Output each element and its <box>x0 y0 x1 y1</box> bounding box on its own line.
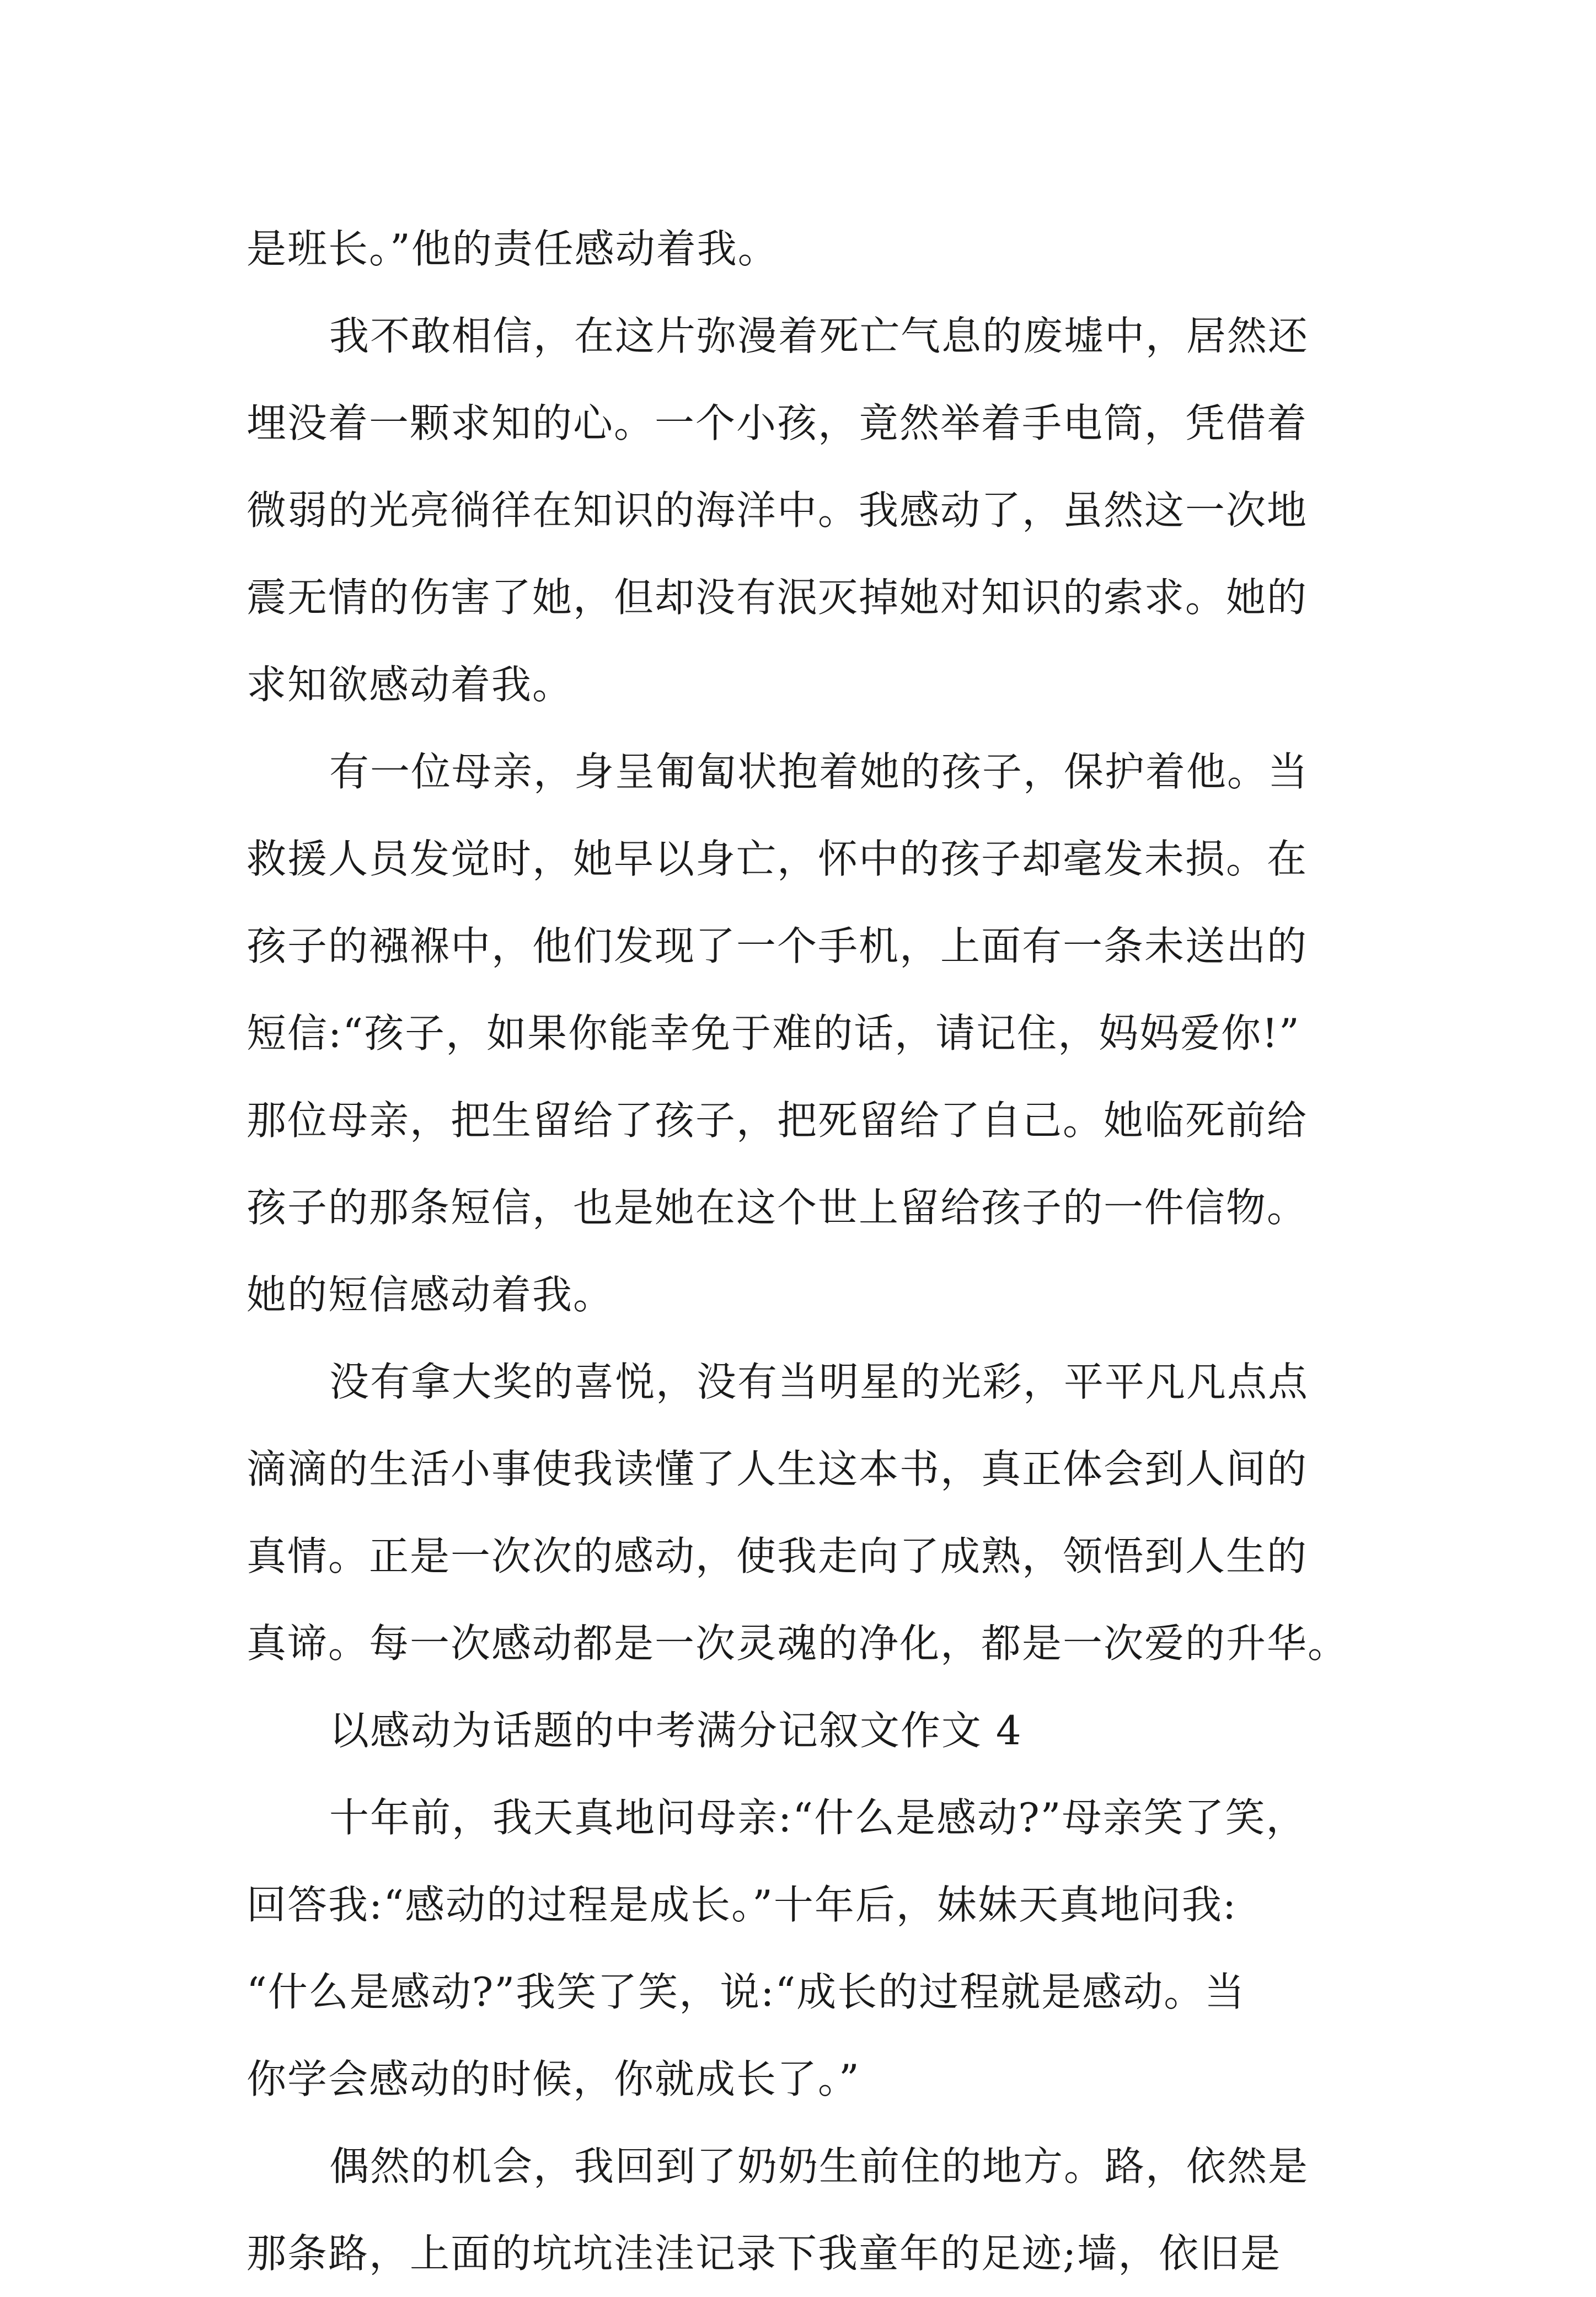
text-line: 十年前，我天真地问母亲:“什么是感动?”母亲笑了笑， <box>329 1794 1307 1841</box>
section-heading: 以感动为话题的中考满分记叙文作文 4 <box>329 1707 1022 1754</box>
text-line: 回答我:“感动的过程是成长。”十年后，妹妹天真地问我: <box>247 1882 1238 1928</box>
text-line: 她的短信感动着我。 <box>247 1272 614 1318</box>
text-line: 我不敢相信，在这片弥漫着死亡气息的废墟中，居然还 <box>329 313 1309 359</box>
text-line: “什么是感动?”我笑了笑，说:“成长的过程就是感动。当 <box>247 1969 1246 2015</box>
text-line: 救援人员发觉时，她早以身亡，怀中的孩子却毫发未损。在 <box>247 836 1308 882</box>
text-line: 微弱的光亮徜徉在知识的海洋中。我感动了，虽然这一次地 <box>247 487 1308 533</box>
text-line: 那位母亲，把生留给了孩子，把死留给了自己。她临死前给 <box>247 1097 1308 1144</box>
text-line: 你学会感动的时候，你就成长了。” <box>247 2056 860 2102</box>
text-line: 求知欲感动着我。 <box>247 661 574 708</box>
text-line: 孩子的襁褓中，他们发现了一个手机，上面有一条未送出的 <box>247 923 1308 969</box>
text-line: 偶然的机会，我回到了奶奶生前住的地方。路，依然是 <box>329 2143 1309 2189</box>
text-line: 滴滴的生活小事使我读懂了人生这本书，真正体会到人间的 <box>247 1446 1308 1492</box>
text-line: 真谛。每一次感动都是一次灵魂的净化，都是一次爱的升华。 <box>247 1620 1349 1666</box>
text-line: 埋没着一颗求知的心。一个小孩，竟然举着手电筒，凭借着 <box>247 400 1308 446</box>
text-line: 有一位母亲，身呈匍匐状抱着她的孩子，保护着他。当 <box>329 749 1309 795</box>
text-line: 孩子的那条短信，也是她在这个世上留给孩子的一件信物。 <box>247 1184 1308 1231</box>
text-line: 真情。正是一次次的感动，使我走向了成熟，领悟到人生的 <box>247 1533 1308 1579</box>
text-line: 是班长。”他的责任感动着我。 <box>247 226 779 272</box>
text-line: 震无情的伤害了她，但却没有泯灭掉她对知识的索求。她的 <box>247 574 1308 621</box>
text-line: 那条路，上面的坑坑洼洼记录下我童年的足迹;墙，依旧是 <box>247 2230 1282 2277</box>
text-line: 短信:“孩子，如果你能幸免于难的话，请记住，妈妈爱你!” <box>247 1010 1300 1056</box>
document-body <box>247 205 1372 2297</box>
text-line: 没有拿大奖的喜悦，没有当明星的光彩，平平凡凡点点 <box>329 1359 1309 1405</box>
